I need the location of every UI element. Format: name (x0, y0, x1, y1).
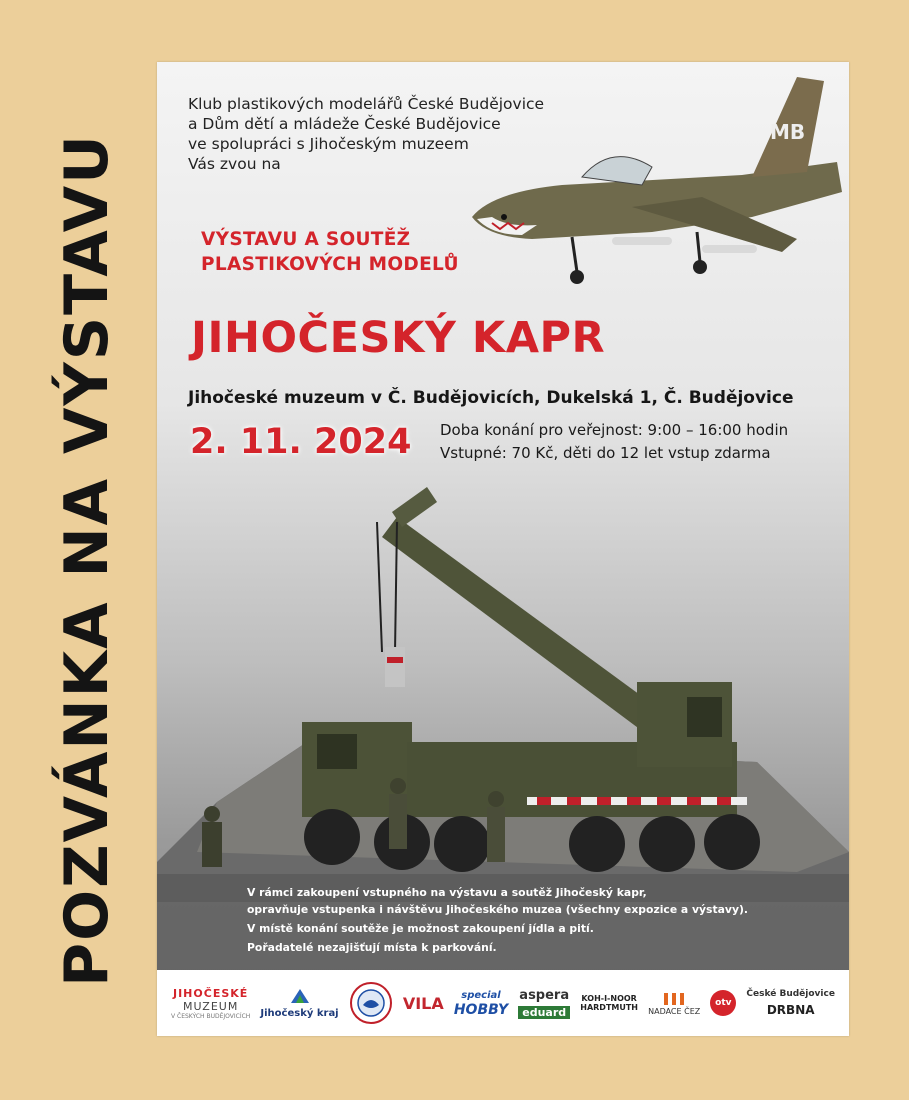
aspera-eduard-logo: aspera eduard (519, 987, 570, 1019)
plane-marking: MB (770, 120, 806, 144)
poster (157, 62, 849, 1036)
event-date: 2. 11. 2024 (190, 422, 412, 462)
intro-line: ve spolupráci s Jihočeským muzeem (188, 135, 469, 153)
venue-address: Jihočeské muzeum v Č. Budějovicích, Dukelská 1, Č. Budějovice (188, 388, 794, 408)
admission: Vstupné: 70 Kč, děti do 12 let vstup zdarma (440, 444, 771, 462)
special-hobby-logo: special HOBBY (453, 990, 509, 1018)
kraj-logo: Jihočeský kraj (260, 987, 338, 1019)
modelers-club-logo (349, 981, 393, 1025)
note-line: V místě konání soutěže je možnost zakoupení jídla a pití. (247, 922, 594, 935)
crane-truck-model-image (157, 442, 849, 902)
kraj-emblem-icon (289, 987, 311, 1005)
intro-line: Klub plastikových modelářů České Budějovice (188, 95, 545, 113)
note-line: opravňuje vstupenka i návštěvu Jihočeského muzea (všechny expozice a výstavy). (247, 903, 749, 916)
notes-panel (157, 874, 849, 970)
note-line: Pořadatelé nezajišťují místa k parkování. (247, 941, 497, 954)
event-type (201, 227, 501, 277)
side-title: POZVÁNKA NA VÝSTAVU (52, 133, 122, 987)
cb-drbna-logo: České Budějovice DRBNA (746, 989, 835, 1017)
sponsor-logos (157, 970, 849, 1036)
event-type-line: VÝSTAVU A SOUTĚŽ (201, 229, 411, 250)
main-title: JIHOČESKÝ KAPR (191, 313, 606, 363)
opening-hours: Doba konání pro veřejnost: 9:00 – 16:00 hodin (440, 421, 789, 439)
cez-emblem-icon (662, 991, 686, 1007)
otv-logo: otv (710, 990, 736, 1016)
intro-line: a Dům dětí a mládeže České Budějovice (188, 115, 501, 133)
event-type-line: PLASTIKOVÝCH MODELŮ (201, 254, 459, 275)
intro-text (188, 94, 568, 174)
intro-line: Vás zvou na (188, 155, 281, 173)
cez-logo: NADACE ČEZ (648, 991, 700, 1016)
vila-logo: VILA (402, 993, 444, 1013)
club-seal-icon (349, 981, 393, 1025)
note-line: V rámci zakoupení vstupného na výstavu a soutěž Jihočeský kapr, (247, 886, 647, 899)
kohinoor-logo: KOH-I-NOOR HARDTMUTH (580, 994, 639, 1012)
museum-logo: JIHOČESKÉ MUZEUM V ČESKÝCH BUDĚJOVICÍCH (171, 986, 251, 1020)
